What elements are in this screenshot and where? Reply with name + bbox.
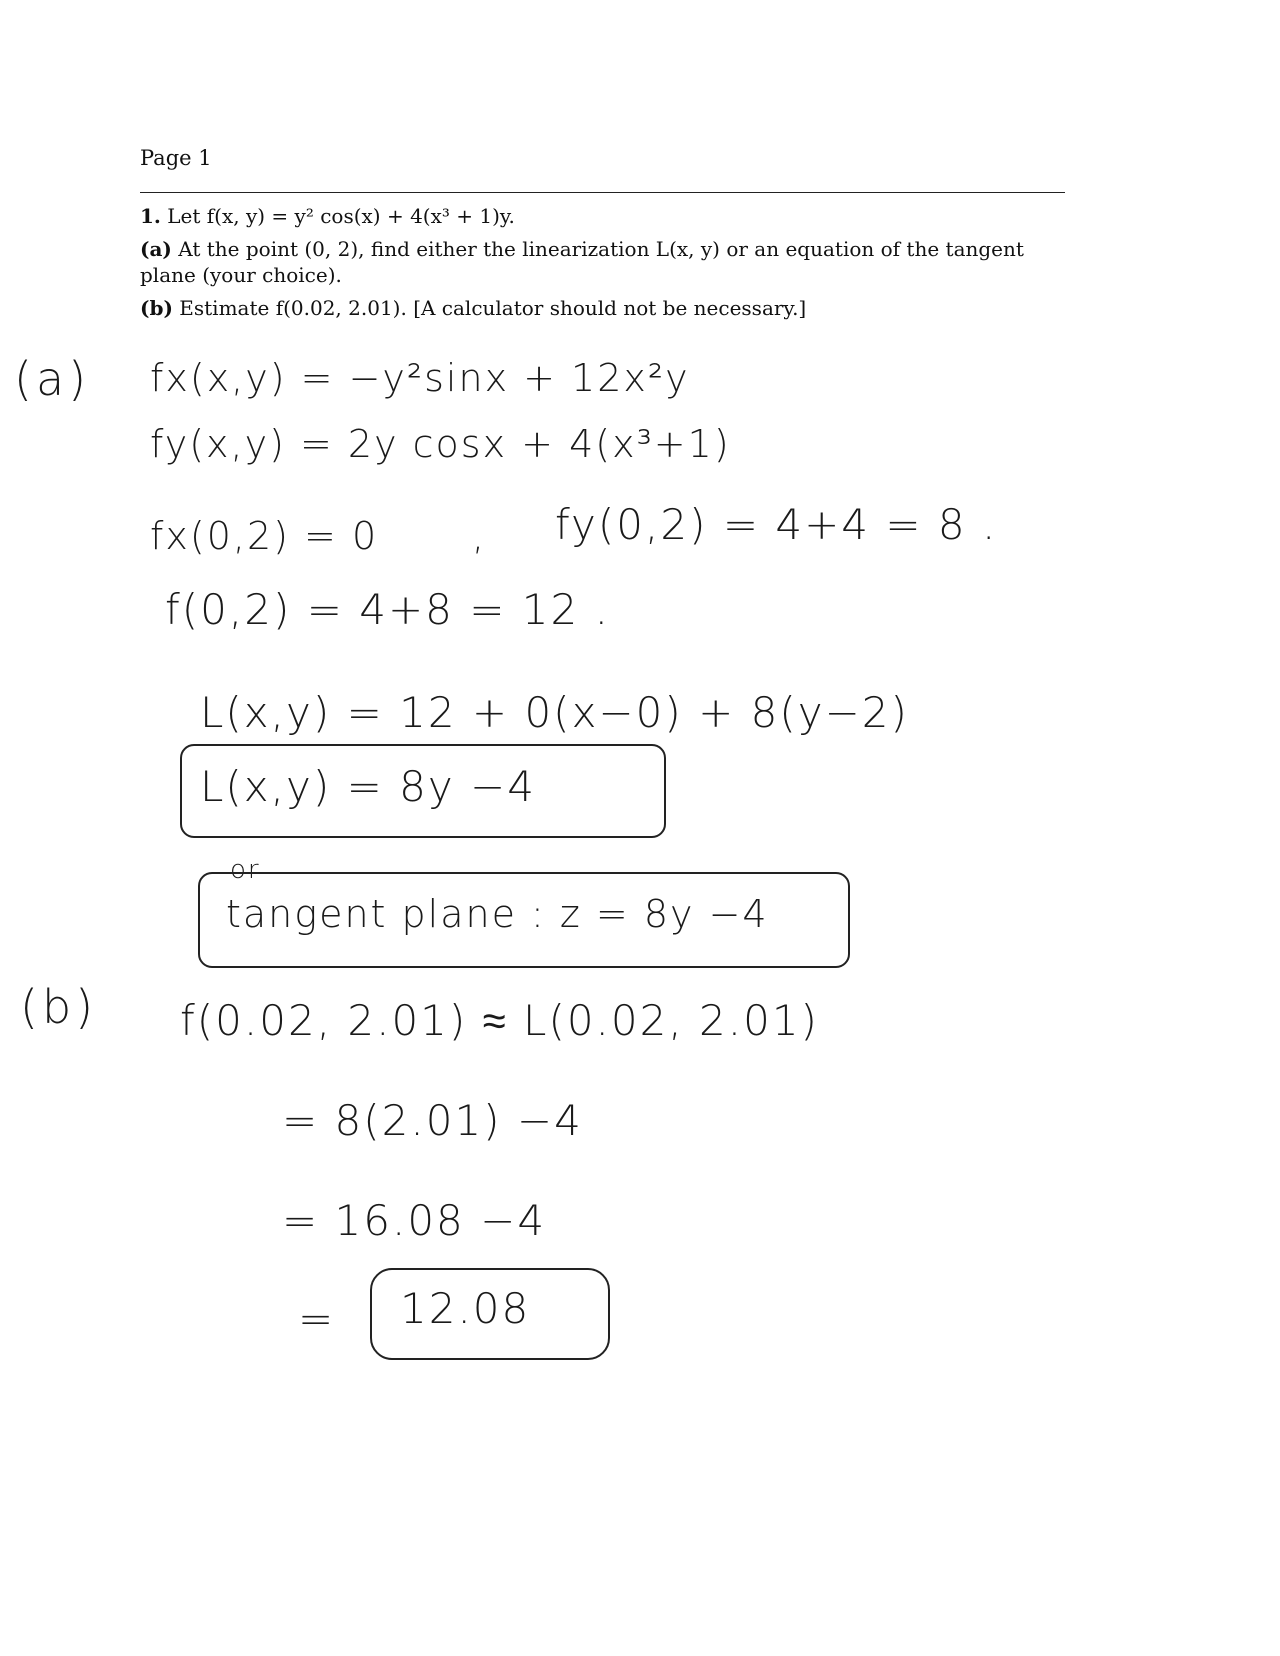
separator-comma: ,: [472, 514, 487, 558]
fy-at-point: fy(0,2) = 4+4 = 8 .: [555, 500, 998, 549]
problem-part-b-text: Estimate f(0.02, 2.01). [A calculator should not be necessary.]: [179, 296, 807, 320]
estimate-substitution: = 8(2.01) −4: [282, 1096, 583, 1145]
fx-at-point: fx(0,2) = 0: [150, 514, 379, 558]
solution-part-b-label: (b): [20, 980, 98, 1034]
page-label: Page 1: [140, 146, 212, 170]
f-at-point: f(0,2) = 4+8 = 12 .: [165, 585, 610, 634]
problem-part-b: [140, 295, 1065, 321]
estimate-product: = 16.08 −4: [282, 1196, 547, 1245]
final-answer: 12.08: [400, 1284, 531, 1333]
estimate-equals: =: [298, 1294, 336, 1343]
problem-number: 1.: [140, 204, 161, 228]
linearization-answer: L(x,y) = 8y −4: [200, 762, 536, 811]
or-label: or: [230, 855, 261, 885]
problem-function: Let f(x, y) = y² cos(x) + 4(x³ + 1)y.: [167, 204, 515, 228]
problem-statement: [140, 203, 1065, 229]
problem-part-b-label: (b): [140, 296, 173, 320]
problem-part-a: [140, 236, 1065, 288]
problem-part-a-label: (a): [140, 237, 172, 261]
problem-part-a-text: At the point (0, 2), find either the linearization L(x, y) or an equation of the tangent plane (your choice).: [140, 237, 1024, 287]
header-rule: [140, 192, 1065, 193]
partial-y-line: fy(x,y) = 2y cosx + 4(x³+1): [150, 422, 731, 466]
solution-part-a-label: (a): [14, 352, 91, 406]
partial-x-line: fx(x,y) = −y²sinx + 12x²y: [150, 356, 690, 400]
estimate-line: f(0.02, 2.01) ≈ L(0.02, 2.01): [180, 996, 819, 1045]
tangent-plane-equation: tangent plane : z = 8y −4: [226, 892, 769, 936]
linearization-general: L(x,y) = 12 + 0(x−0) + 8(y−2): [200, 688, 909, 737]
